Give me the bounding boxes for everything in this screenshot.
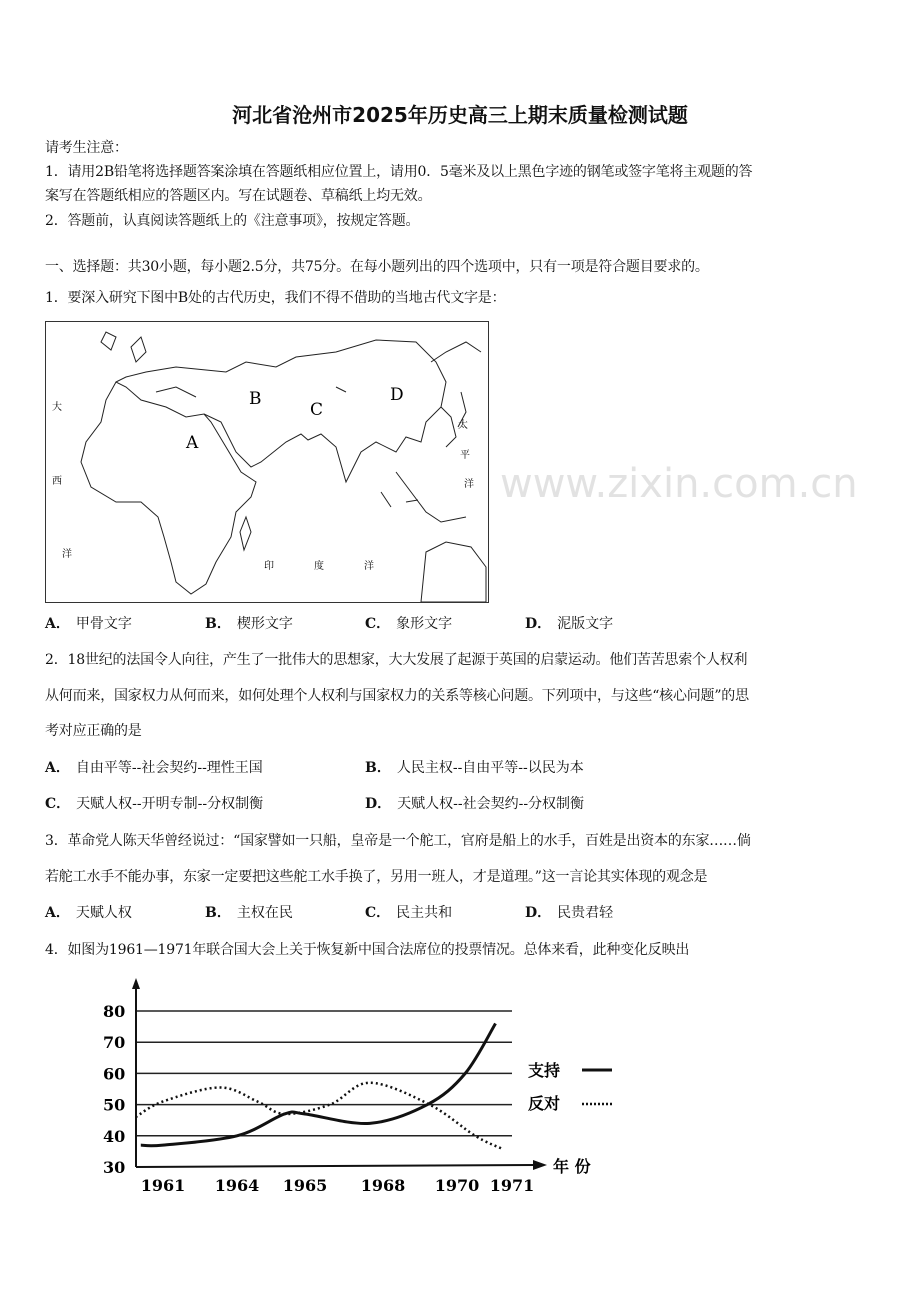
notice-line: 1．请用2B铅笔将选择题答案涂填在答题纸相应位置上，请用0．5毫米及以上黑色字迹的钢笔或签字笔将主观题的答 <box>45 164 753 180</box>
option-key: A． <box>45 905 70 921</box>
x-tick-label: 1961 <box>140 1176 186 1195</box>
notice-heading: 请考生注意： <box>45 140 128 156</box>
q1-option-b[interactable] <box>205 615 365 633</box>
option-key: C． <box>365 905 391 921</box>
option-key: A． <box>45 760 70 776</box>
notice-line: 案写在答题纸相应的答题区内。写在试题卷、草稿纸上均无效。 <box>45 188 432 204</box>
world-map <box>45 321 489 603</box>
question-1-text: 1．要深入研究下图中B处的古代历史，我们不得不借助的当地古代文字是： <box>45 290 506 306</box>
q2-option-a[interactable] <box>45 759 365 777</box>
x-tick-label: 1971 <box>489 1176 535 1195</box>
option-text: 民贵君轻 <box>557 905 614 921</box>
y-axis-arrow-icon <box>132 978 140 989</box>
option-key: C． <box>45 796 71 812</box>
option-text: 主权在民 <box>236 905 293 921</box>
option-text: 天赋人权 <box>75 905 132 921</box>
q1-option-a[interactable] <box>45 615 205 633</box>
question-3-text: 3．革命党人陈天华曾经说过：“国家譬如一只船，皇帝是一个舵工，官府是船上的水手，百姓是出资本的东家……倘 <box>45 833 751 849</box>
option-text: 天赋人权--社会契约--分权制衡 <box>397 796 585 812</box>
question-2-text: 2．18世纪的法国令人向往，产生了一批伟大的思想家，大大发展了起源于英国的启蒙运动。他们苦苦思索个人权利 <box>45 652 748 668</box>
q2-option-b[interactable] <box>365 759 685 777</box>
option-text: 人民主权--自由平等--以民为本 <box>396 760 584 776</box>
option-text: 民主共和 <box>396 905 453 921</box>
map-label-pacific: 平 <box>460 450 470 461</box>
question-2-text: 从何而来，国家权力从何而来，如何处理个人权利与国家权力的关系等核心问题。下列项中，与这些“核心问题”的思 <box>45 688 749 704</box>
q1-option-d[interactable] <box>525 615 685 633</box>
option-text: 天赋人权--开明专制--分权制衡 <box>76 796 264 812</box>
vote-line-chart <box>95 975 635 1205</box>
x-tick-label: 1968 <box>360 1176 406 1195</box>
x-tick-label: 1965 <box>282 1176 328 1195</box>
option-text: 象形文字 <box>396 616 453 632</box>
map-label-pacific: 洋 <box>464 479 474 490</box>
option-key: D． <box>525 905 552 921</box>
map-label-c: C <box>310 400 324 420</box>
option-text: 楔形文字 <box>236 616 293 632</box>
notice-line: 2．答题前，认真阅读答题纸上的《注意事项》，按规定答题。 <box>45 213 420 229</box>
option-key: D． <box>365 796 392 812</box>
legend-oppose-label: 反对 <box>528 1094 561 1113</box>
map-label-atlantic: 西 <box>52 476 62 487</box>
y-tick-label: 50 <box>103 1095 126 1115</box>
y-tick-label: 60 <box>103 1064 126 1084</box>
x-tick-label: 1970 <box>434 1176 480 1195</box>
q3-option-a[interactable] <box>45 904 205 922</box>
watermark: www.zixin.com.cn <box>500 461 858 507</box>
option-key: B． <box>205 616 231 632</box>
map-label-indian: 洋 <box>364 561 374 572</box>
legend-support-label: 支持 <box>528 1061 561 1080</box>
map-label-atlantic: 洋 <box>62 549 72 560</box>
q3-options <box>45 904 875 922</box>
y-tick-label: 30 <box>103 1158 126 1177</box>
question-4-text: 4．如图为1961—1971年联合国大会上关于恢复新中国合法席位的投票情况。总体来看，此种变化反映出 <box>45 942 690 958</box>
q2-options-row2 <box>45 795 875 813</box>
question-3-text: 若舵工水手不能办事，东家一定要把这些舵工水手换了，另用一班人，才是道理。”这一言论其实体现的观念是 <box>45 869 708 885</box>
option-key: D． <box>525 616 552 632</box>
option-text: 自由平等--社会契约--理性王国 <box>75 760 263 776</box>
question-2-text: 考对应正确的是 <box>45 723 142 739</box>
option-key: B． <box>205 905 231 921</box>
option-key: B． <box>365 760 391 776</box>
x-axis-label: 年 份 <box>553 1157 591 1176</box>
y-tick-label: 70 <box>103 1033 126 1053</box>
map-label-pacific: 太 <box>458 420 468 431</box>
page-title: 河北省沧州市2025年历史高三上期末质量检测试题 <box>232 103 688 127</box>
q3-option-c[interactable] <box>365 904 525 922</box>
option-text: 甲骨文字 <box>75 616 132 632</box>
q1-options <box>45 615 875 633</box>
x-tick-label: 1964 <box>214 1176 260 1195</box>
map-label-indian: 度 <box>314 561 324 572</box>
option-key: C． <box>365 616 391 632</box>
map-label-indian: 印 <box>264 561 274 572</box>
map-label-a: A <box>186 433 199 453</box>
q2-option-d[interactable] <box>365 795 685 813</box>
option-text: 泥版文字 <box>557 616 614 632</box>
map-label-b: B <box>249 389 262 409</box>
q2-option-c[interactable] <box>45 795 365 813</box>
x-axis-arrow-icon <box>533 1160 547 1170</box>
q3-option-b[interactable] <box>205 904 365 922</box>
q2-options-row1 <box>45 759 875 777</box>
y-tick-label: 80 <box>103 1002 126 1021</box>
map-label-atlantic: 大 <box>52 402 62 413</box>
q1-option-c[interactable] <box>365 615 525 633</box>
y-tick-label: 40 <box>103 1126 126 1146</box>
q3-option-d[interactable] <box>525 904 685 922</box>
x-axis <box>136 1165 535 1167</box>
section-heading: 一、选择题：共30小题，每小题2.5分，共75分。在每小题列出的四个选项中，只有一项是符合题目要求的。 <box>45 259 709 275</box>
option-key: A． <box>45 616 70 632</box>
map-label-d: D <box>390 385 404 405</box>
map-outline <box>46 322 488 602</box>
